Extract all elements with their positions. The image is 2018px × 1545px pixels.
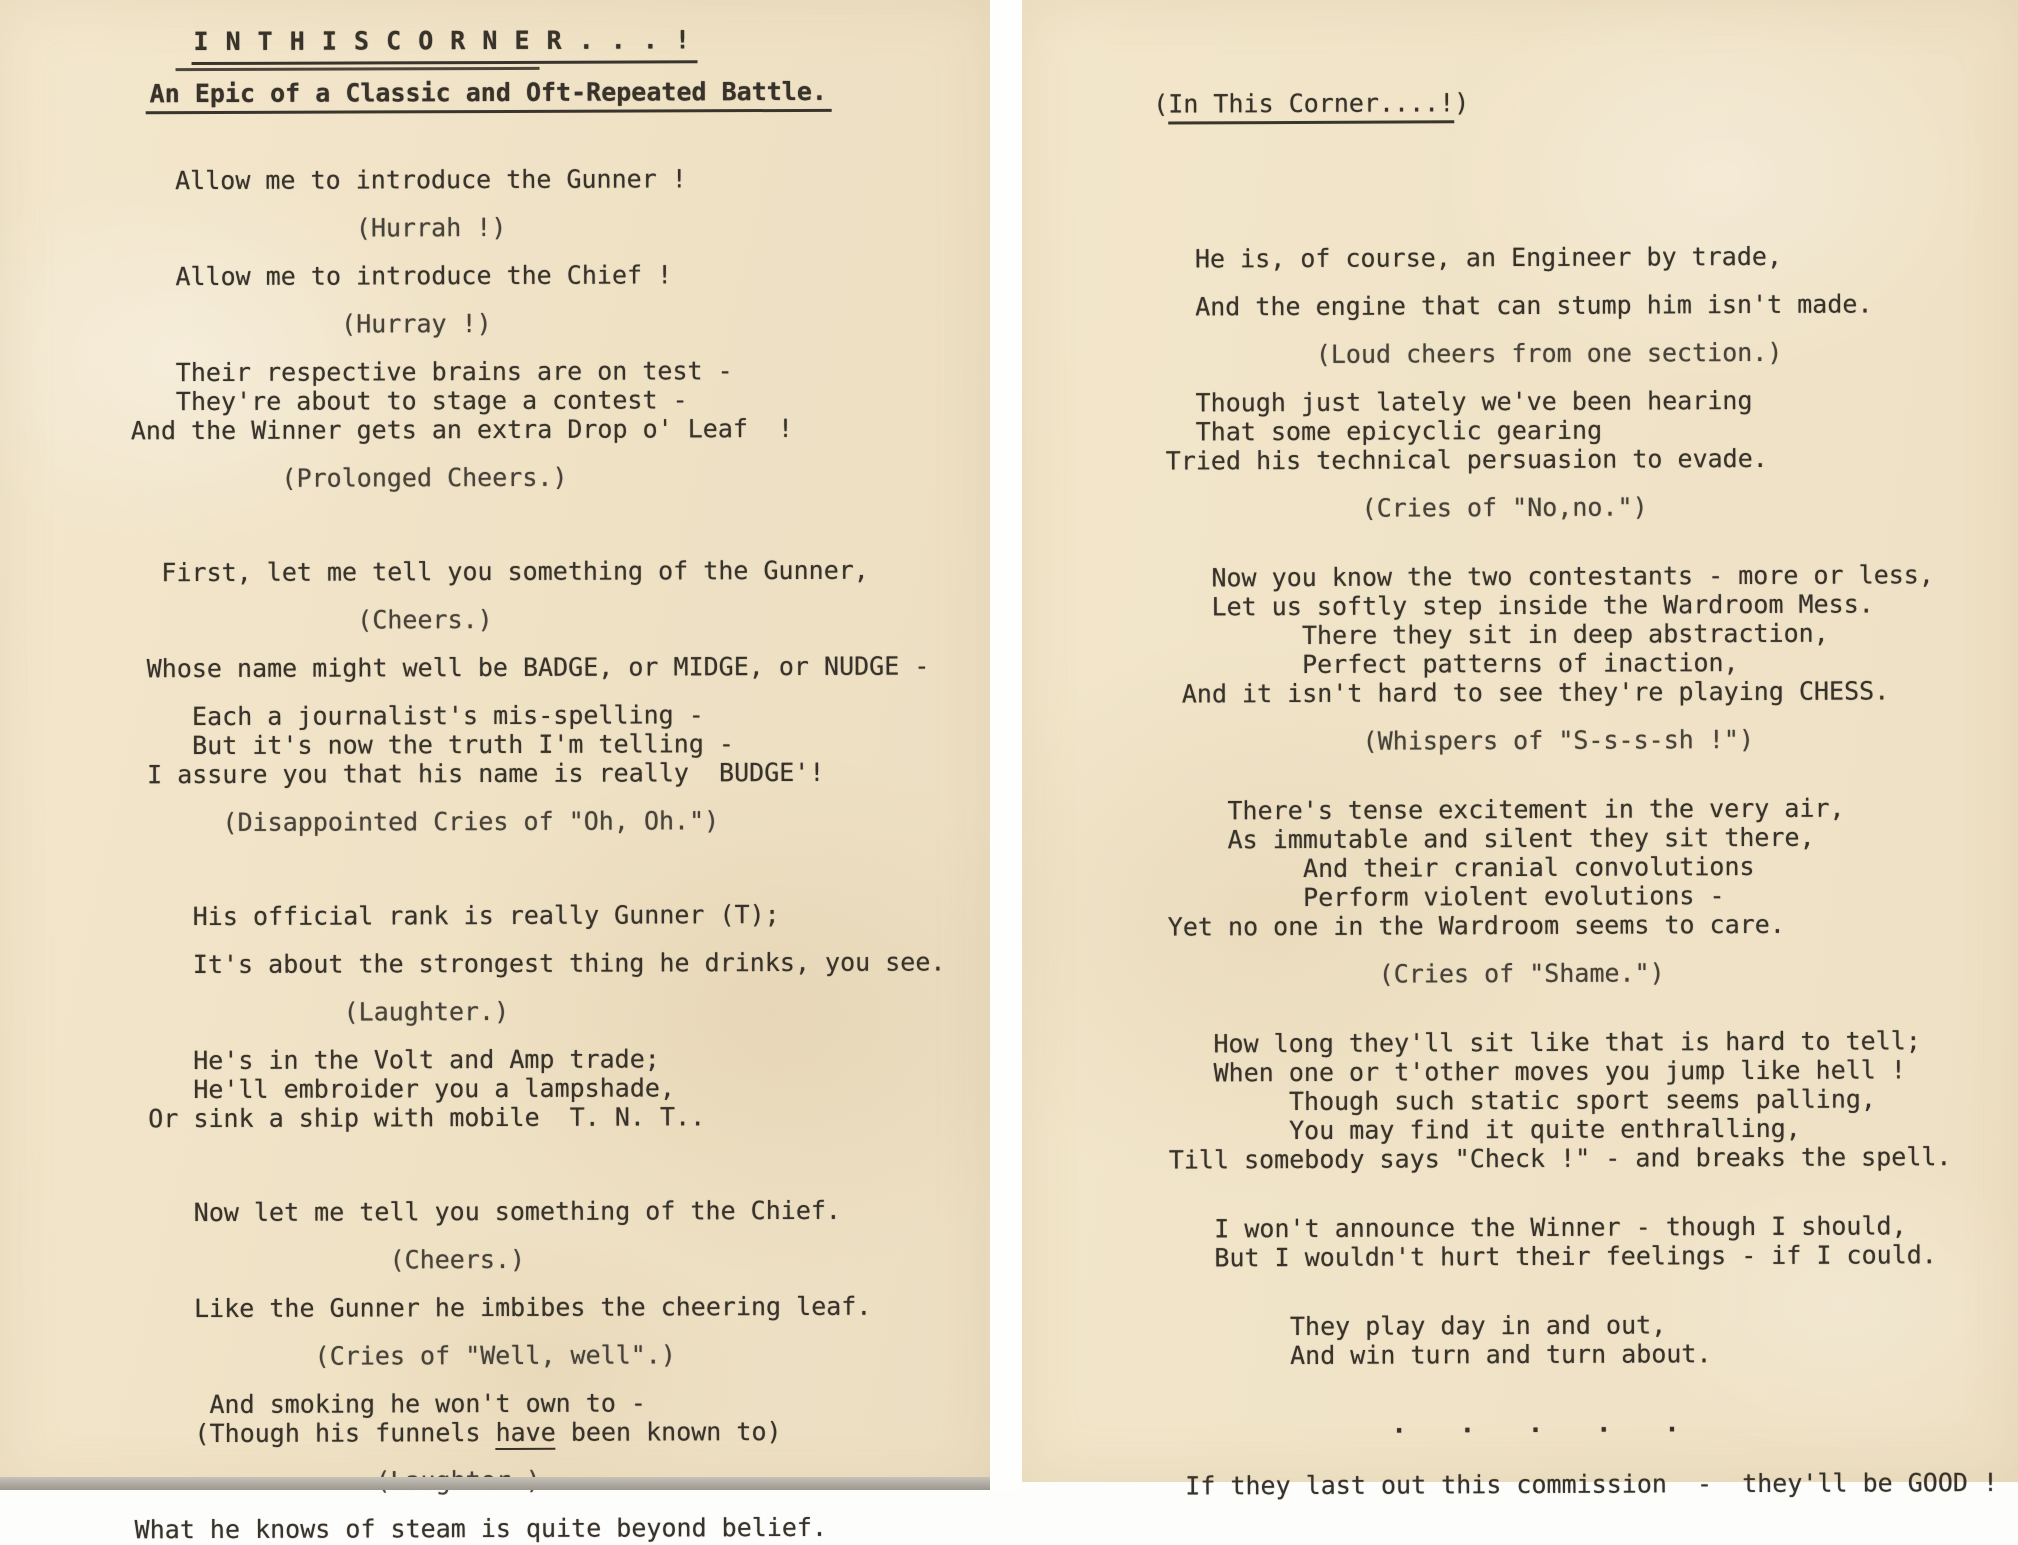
- title-row: [191, 24, 987, 65]
- verse-line: Each a journalist's mis-spelling -: [131, 700, 704, 732]
- verse-line: Perform violent evolutions -: [1167, 881, 1725, 913]
- verse-block: [1169, 1211, 2018, 1273]
- verse-line: I assure you that his name is really BUDGE'!: [131, 757, 825, 790]
- page-subtitle: An Epic of a Classic and Oft-Repeated Battle.: [146, 77, 832, 114]
- aside-block: [1165, 337, 2016, 370]
- verse-block: [132, 651, 990, 683]
- verse-line: Till somebody says "Check !" - and breaks the spell.: [1168, 1142, 1952, 1175]
- verse-line: Allow me to introduce the Chief !: [130, 260, 673, 292]
- verse-line: It's about the strongest thing he drinks, you see.: [132, 947, 946, 980]
- verse-block: [132, 699, 990, 789]
- verse-block: [130, 259, 988, 291]
- aside-block: [1166, 491, 2017, 524]
- aside-line: (Cries of "Shame."): [1167, 958, 1665, 990]
- aside-line: (Cheers.): [131, 605, 493, 636]
- verse-block: [1165, 289, 2016, 322]
- verse-line: There they sit in deep abstraction,: [1166, 618, 1829, 651]
- verse-block: [132, 899, 990, 931]
- verse-block: [1165, 241, 2016, 274]
- verse-block: [134, 1291, 992, 1323]
- line-segment: (Though his funnels: [134, 1418, 496, 1449]
- verse-line: He's in the Volt and Amp trade;: [132, 1044, 660, 1076]
- verse-block: [134, 1387, 992, 1448]
- verse-line: But I wouldn't hurt their feelings - if I could.: [1169, 1240, 1937, 1273]
- verse-line: Or sink a ship with mobile T. N. T..: [133, 1102, 706, 1134]
- verse-block: [133, 1043, 991, 1133]
- verse-line: [134, 1416, 992, 1448]
- verse-line: But it's now the truth I'm telling -: [131, 729, 735, 761]
- verse-line: They play day in and out,: [1169, 1310, 1667, 1342]
- verse-line: Though just lately we've been hearing: [1165, 385, 1753, 418]
- heading-title: In This Corner....!: [1168, 88, 1454, 124]
- verse-line: There's tense excitement in the very air,: [1167, 793, 1845, 826]
- verse-line: And their cranial convolutions: [1167, 851, 1755, 884]
- aside-line: (Hurray !): [130, 309, 492, 340]
- verse-line: If they last out this commission - they'll be GOOD !: [1170, 1467, 1999, 1501]
- verse-line: And win turn and turn about.: [1169, 1339, 1712, 1371]
- aside-block: [134, 1339, 992, 1371]
- page-title: I N T H I S C O R N E R . . . !: [191, 25, 697, 65]
- aside-line: (Cries of "No,no."): [1165, 492, 1648, 524]
- verse-block: [135, 1512, 993, 1544]
- right-page-body: [1165, 241, 2018, 1501]
- subtitle-row: [146, 76, 988, 114]
- verse-line: When one or t'other moves you jump like hell !: [1168, 1055, 1906, 1088]
- aside-line: (Whispers of "S-s-s-sh !"): [1166, 724, 1755, 757]
- verse-line: How long they'll sit like that is hard to tell;: [1168, 1026, 1921, 1059]
- verse-line: He is, of course, an Engineer by trade,: [1164, 241, 1783, 274]
- aside-block: [134, 1243, 992, 1275]
- verse-block: [1168, 1026, 2018, 1175]
- verse-line: Perfect patterns of inaction,: [1166, 648, 1739, 680]
- verse-line: As immutable and silent they sit there,: [1167, 822, 1815, 855]
- verse-line: Tried his technical persuasion to evade.: [1165, 443, 1768, 476]
- dots-block: [1170, 1407, 2018, 1440]
- verse-line: They're about to stage a contest -: [130, 385, 688, 417]
- verse-line: You may find it quite enthralling,: [1168, 1113, 1801, 1146]
- verse-block: [1169, 1309, 2018, 1371]
- aside-block: [1168, 957, 2018, 990]
- right-page-content: [1019, 0, 2018, 1501]
- aside-line: (Cries of "Well, well".): [133, 1340, 676, 1372]
- aside-block: [131, 461, 989, 493]
- verse-line: Now let me tell you something of the Chief.: [133, 1195, 842, 1228]
- verse-line: I won't announce the Winner - though I should,: [1169, 1211, 1907, 1244]
- verse-block: [133, 1195, 991, 1227]
- heading-close-paren: ): [1454, 88, 1470, 118]
- verse-line: He'll embroider you a lampshade,: [133, 1073, 676, 1105]
- verse-block: [130, 163, 988, 195]
- verse-block: [1170, 1468, 2018, 1501]
- verse-line: And it isn't hard to see they're playing CHESS.: [1166, 676, 1890, 709]
- verse-block: [131, 355, 989, 445]
- aside-block: [130, 307, 988, 339]
- verse-line: And the engine that can stump him isn't made.: [1165, 289, 1873, 322]
- continuation-heading: [1153, 86, 2015, 125]
- left-page: [0, 0, 990, 1545]
- page-bottom-edge: [0, 1477, 990, 1490]
- verse-block: [1166, 560, 2018, 709]
- verse-line: That some epicyclic gearing: [1165, 415, 1603, 447]
- right-page: [1022, 0, 2018, 1501]
- verse-line: First, let me tell you something of the Gunner,: [131, 555, 869, 588]
- underlined-word: have: [495, 1418, 555, 1450]
- verse-line: Let us softly step inside the Wardroom Mess.: [1166, 589, 1874, 622]
- left-page-content: [0, 0, 993, 1545]
- left-page-body: [130, 163, 993, 1544]
- verse-block: [1165, 385, 2016, 476]
- page-gutter: [990, 0, 1022, 1490]
- aside-block: [131, 603, 989, 635]
- verse-block: [133, 947, 991, 979]
- verse-block: [131, 555, 989, 587]
- verse-line: And smoking he won't own to -: [134, 1388, 647, 1420]
- verse-line: Allow me to introduce the Gunner !: [129, 164, 687, 196]
- aside-block: [132, 805, 990, 837]
- verse-line: His official rank is really Gunner (T);: [132, 900, 780, 932]
- aside-block: [130, 211, 988, 243]
- aside-line: (Loud cheers from one section.): [1165, 337, 1783, 370]
- aside-line: (Disappointed Cries of "Oh, Oh."): [132, 806, 720, 838]
- aside-block: [1167, 724, 2018, 757]
- aside-line: (Cheers.): [133, 1244, 526, 1276]
- aside-line: (Hurrah !): [130, 212, 507, 244]
- verse-block: [1167, 793, 2018, 942]
- verse-line: Like the Gunner he imbibes the cheering leaf.: [133, 1291, 872, 1324]
- verse-line: Now you know the two contestants - more or less,: [1166, 560, 1934, 593]
- heading-open-paren: (: [1153, 89, 1169, 119]
- line-segment: been known to): [555, 1417, 782, 1447]
- aside-block: [133, 995, 991, 1027]
- aside-line: (Laughter.): [132, 996, 510, 1028]
- verse-line: Though such static sport seems palling,: [1168, 1084, 1877, 1117]
- verse-line: Their respective brains are on test -: [130, 356, 733, 388]
- verse-line: Yet no one in the Wardroom seems to care.: [1167, 909, 1785, 942]
- dots-line: . . . . .: [1169, 1408, 1682, 1440]
- verse-line: And the Winner gets an extra Drop o' Leaf !: [130, 413, 794, 446]
- verse-line: Whose name might well be BADGE, or MIDGE, or NUDGE -: [131, 651, 930, 684]
- verse-line: What he knows of steam is quite beyond belief.: [134, 1512, 828, 1545]
- aside-line: (Prolonged Cheers.): [130, 462, 568, 494]
